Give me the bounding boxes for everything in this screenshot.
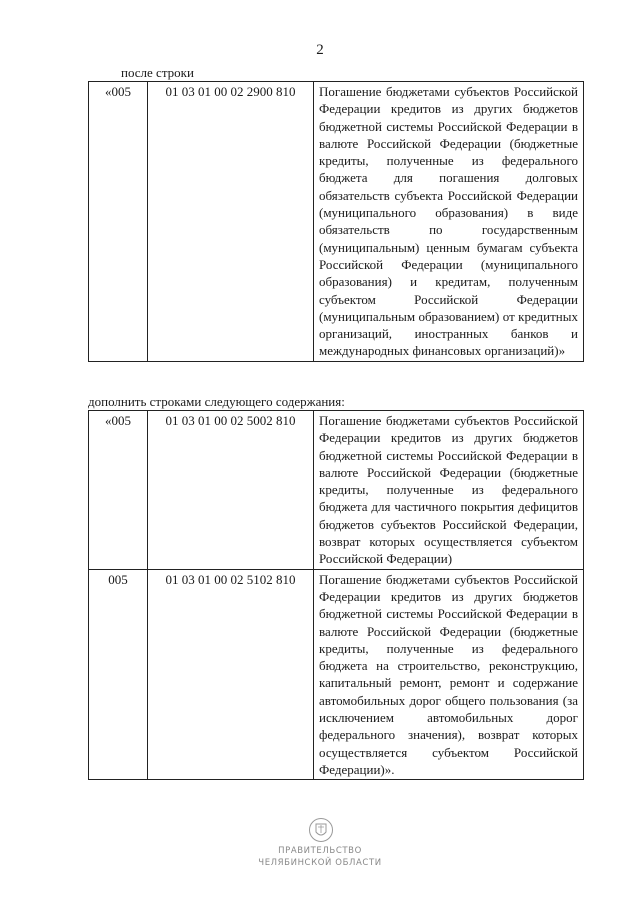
footer-org-line-1: ПРАВИТЕЛЬСТВО (278, 846, 362, 856)
note-after-line: после строки (121, 65, 194, 80)
budget-admin-code: «005 (89, 411, 148, 570)
budget-item-name: Погашение бюджетами субъектов Российской Федерации кредитов из других бюджетов бюджетной системы Российской Федерации в валюте Российской Федерации (бюджетные кредиты, полученные из федерального бюджета на строительство, реконструкцию, капитальный ремонт, ремонт и содержание автомобильных дорог общего пользования (за исключением автомобильных дорог федерального значения), возврат которых осуществляется субъектом Российской Федерации)». (314, 569, 584, 780)
page-number: 2 (316, 42, 324, 58)
budget-classification-code: 01 03 01 00 02 5002 810 (148, 411, 314, 570)
budget-admin-code: «005 (89, 82, 148, 362)
budget-item-name: Погашение бюджетами субъектов Российской Федерации кредитов из других бюджетов бюджетной системы Российской Федерации в валюте Российской Федерации (бюджетные кредиты, полученные из федерального бюджета для погашения долговых обязательств субъекта Российской Федерации (муниципального образования) в виде обязательств по государственным (муниципальным) ценным бумагам субъекта Российской Федерации (муниципального образования) и кредитам, полученным субъектом Российской Федерации (муниципальным образованием) от кредитных организаций, иностранных банков и международных финансовых организаций)» (314, 82, 584, 362)
budget-admin-code: 005 (89, 569, 148, 780)
note-add-lines: дополнить строками следующего содержания: (88, 394, 345, 409)
budget-classification-code: 01 03 01 00 02 5102 810 (148, 569, 314, 780)
table-existing-row (88, 81, 584, 362)
table-row (89, 411, 584, 570)
budget-classification-code: 01 03 01 00 02 2900 810 (148, 82, 314, 362)
coat-of-arms-icon (308, 817, 334, 843)
table-new-rows (88, 410, 584, 780)
footer-org-line-2: ЧЕЛЯБИНСКОЙ ОБЛАСТИ (258, 858, 382, 868)
budget-item-name: Погашение бюджетами субъектов Российской Федерации кредитов из других бюджетов бюджетной системы Российской Федерации в валюте Российской Федерации (бюджетные кредиты, полученные из федерального бюджета для частичного покрытия дефицитов бюджетов субъектов Российской Федерации, возврат которых осуществляется субъектом Российской Федерации) (314, 411, 584, 570)
table-row (89, 569, 584, 780)
table-row (89, 82, 584, 362)
